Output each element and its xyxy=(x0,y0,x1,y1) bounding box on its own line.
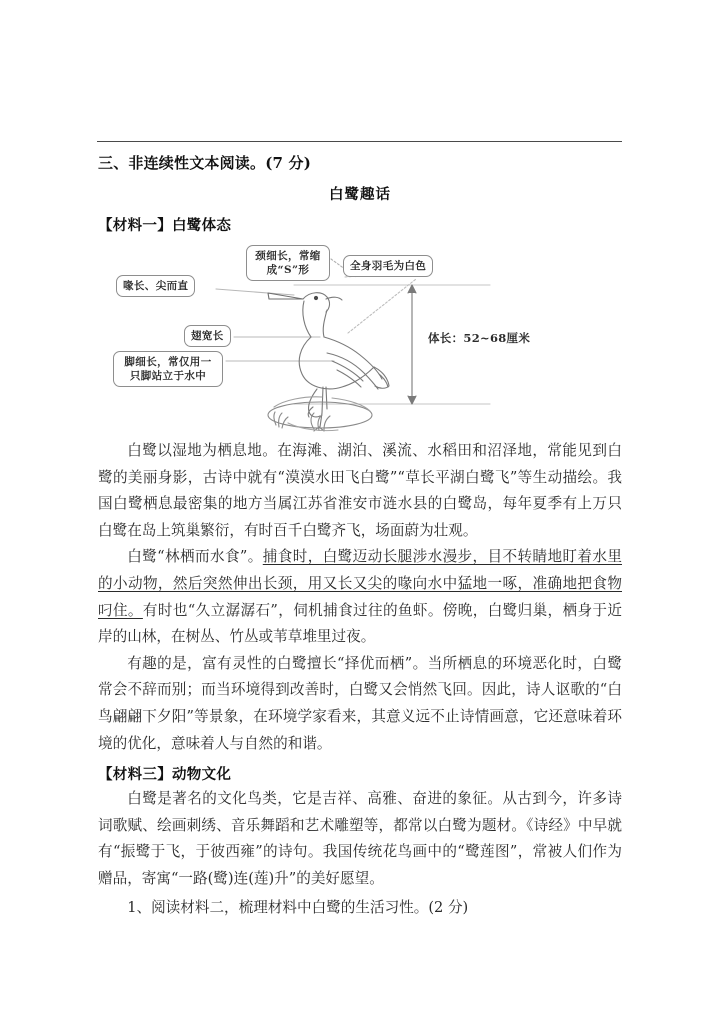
figure-label-leg-line2: 只脚站立于水中 xyxy=(129,370,207,382)
paragraph-habitat: 白鹭以湿地为栖息地。在海滩、湖泊、溪流、水稻田和沼泽地，常能见到白鹭的美丽身影，古诗中就有“漠漠水田飞白鹭”“草长平湖白鹭飞”等生动描绘。我国白鹭栖息最密集的地方当属江苏省淮安市涟水县的白鹭岛，每年夏季有上万只白鹭在岛上筑巢繁衍，有时百千白鹭齐飞，场面蔚为壮观。 xyxy=(98,442,622,539)
paragraph-culture: 白鹭是著名的文化鸟类，它是吉祥、高雅、奋进的象征。从古到今，许多诗词歌赋、绘画刺绣、音乐舞蹈和艺术雕塑等，都常以白鹭为题材。《诗经》中早就有“振鹭于飞，于彼西雍”的诗句。我国传统花鸟画中的“鹭莲图”，常被人们作为赠品，寄寓“一路(鹭)连(莲)升”的美好愿望。 xyxy=(98,790,622,887)
figure-label-plumage: 全身羽毛为白色 xyxy=(343,255,433,277)
material-three-heading: 【材料三】动物文化 xyxy=(98,766,232,784)
egret-anatomy-figure xyxy=(98,237,622,434)
paragraph-feeding-underlined: 捕食时，白鹭迈动长腿涉水漫步，目不转睛地盯着水里的小动物，然后突然伸出长颈，用又长又尖的喙向水中猛地一啄，准确地把食物叼住。 xyxy=(98,548,622,619)
paragraph-feeding xyxy=(98,544,622,650)
document-content xyxy=(98,152,622,921)
figure-label-neck-line2: 成“S”形 xyxy=(266,264,310,276)
material-one-heading: 【材料一】白鹭体态 xyxy=(98,217,232,234)
figure-label-body-length: 体长：52~68厘米 xyxy=(428,331,531,345)
figure-label-beak: 喙长、尖而直 xyxy=(116,275,195,297)
figure-label-neck xyxy=(246,245,330,281)
paragraph-feeding-rest: 有时也“久立潺潺石”，伺机捕食过往的鱼虾。傍晚，白鹭归巢，栖身于近岸的山林，在树丛、竹丛或苇草堆里过夜。 xyxy=(98,601,622,646)
figure-label-leg-line1: 脚细长，常仅用一 xyxy=(124,356,212,368)
paragraph-feeding-intro: 白鹭“林栖而水食”。 xyxy=(127,548,263,566)
paragraph-environment: 有趣的是，富有灵性的白鹭擅长“择优而栖”。当所栖息的环境恶化时，白鹭常会不辞而别；而当环境得到改善时，白鹭又会悄然飞回。因此，诗人讴歌的“白鸟翩翩下夕阳”等景象，在环境学家看来，其意义远不止诗情画意，它还意味着环境的优化，意味着人与自然的和谐。 xyxy=(98,654,622,752)
question-1: 1、阅读材料二，梳理材料中白鹭的生活习性。(2 分) xyxy=(127,898,469,916)
figure-label-leg xyxy=(113,351,223,387)
figure-label-wing: 翅宽长 xyxy=(184,325,231,347)
page-title: 白鹭趣话 xyxy=(329,186,391,203)
section-heading: 三、非连续性文本阅读。(7 分) xyxy=(98,154,312,172)
figure-label-neck-line1: 颈细长，常缩 xyxy=(255,250,321,262)
header-divider xyxy=(97,141,622,142)
